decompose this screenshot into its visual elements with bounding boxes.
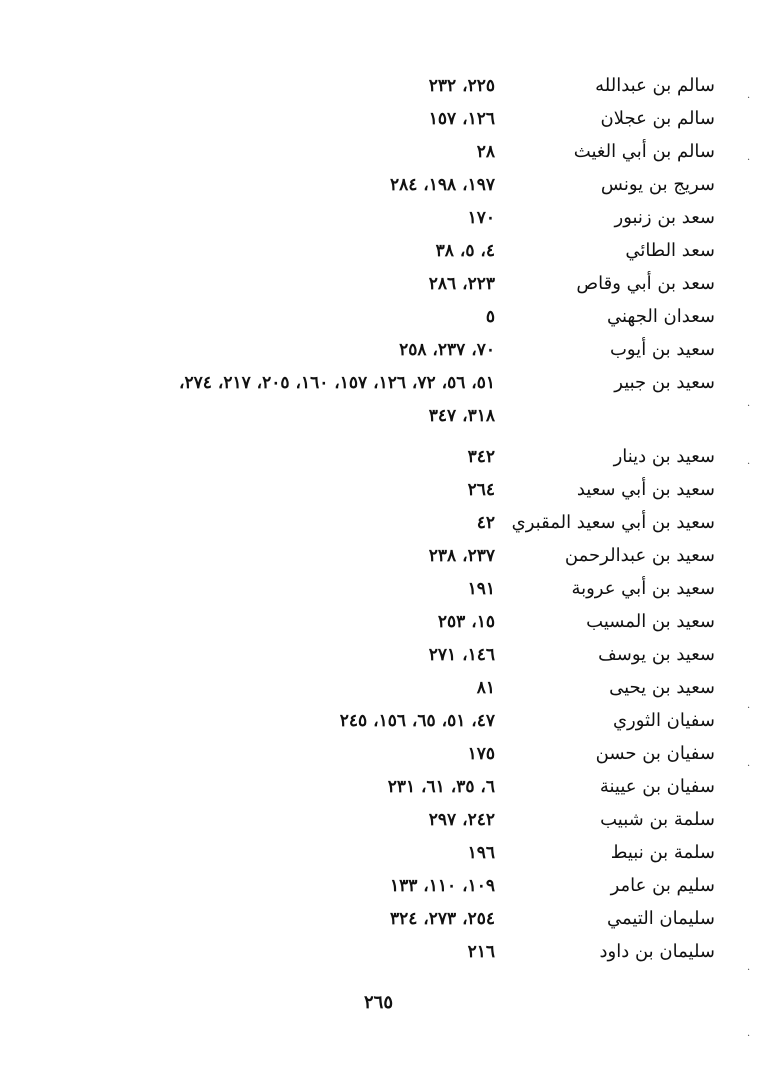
index-entry (0, 235, 757, 268)
entry-name: سعيد بن أبي سعيد المقبري (511, 512, 715, 533)
entry-pages: ٣١٨، ٣٤٧ (428, 406, 495, 426)
index-entry (0, 738, 757, 771)
entry-pages: ٢٤٢، ٢٩٧ (428, 810, 495, 830)
entry-pages: ٢٥٤، ٢٧٣، ٣٢٤ (389, 909, 495, 929)
page-number: ٢٦٥ (363, 992, 393, 1013)
entry-pages: ٨١ (476, 678, 495, 698)
index-entry (0, 268, 757, 301)
index-entry (0, 672, 757, 705)
entry-name: سفيان بن عيينة (599, 776, 715, 797)
entry-name: سليمان التيمي (606, 908, 715, 929)
entry-pages: ٢٢٣، ٢٨٦ (428, 274, 495, 294)
entry-pages: ٢١٦ (467, 942, 495, 962)
margin-speck: · (747, 459, 751, 470)
entry-name: سعيد بن يوسف (598, 644, 715, 665)
entry-name: سعد بن زنبور (614, 207, 715, 228)
index-entry (0, 441, 757, 474)
entry-name: سالم بن عجلان (600, 108, 715, 129)
index-entry (0, 837, 757, 870)
index-entry (0, 70, 757, 103)
index-entry (0, 169, 757, 202)
entry-pages: ٥١، ٥٦، ٧٢، ١٢٦، ١٥٧، ١٦٠، ٢٠٥، ٢١٧، ٢٧٤، (179, 373, 495, 393)
margin-speck: · (747, 965, 751, 976)
entry-name: سعد الطائي (625, 240, 715, 261)
entry-name: سريج بن يونس (600, 174, 715, 195)
index-entry (0, 870, 757, 903)
margin-speck: · (747, 761, 751, 772)
entry-pages: ٢٣٧، ٢٣٨ (428, 546, 495, 566)
entry-name: سعد بن أبي وقاص (576, 273, 715, 294)
index-entry (0, 334, 757, 367)
entry-name: سليمان بن داود (599, 941, 715, 962)
entry-pages: ١٢٦، ١٥٧ (428, 109, 495, 129)
entry-pages: ١٩١ (467, 579, 495, 599)
index-entry (0, 367, 757, 400)
index-entry (0, 507, 757, 540)
index-entry (0, 202, 757, 235)
entry-name: سفيان الثوري (612, 710, 715, 731)
entry-pages: ٤٧، ٥١، ٦٥، ١٥٦، ٢٤٥ (339, 711, 495, 731)
entry-pages: ٣٤٢ (467, 447, 495, 467)
entry-pages: ١٠٩، ١١٠، ١٣٣ (389, 876, 495, 896)
entry-pages: ٢٨ (476, 142, 495, 162)
index-entry (0, 606, 757, 639)
entry-name: سلمة بن نبيط (610, 842, 715, 863)
index-entry (0, 573, 757, 606)
entry-pages: ٥ (485, 307, 495, 327)
index-entry (0, 540, 757, 573)
entry-name: سعيد بن عبدالرحمن (564, 545, 715, 566)
entry-name: سالم بن عبدالله (595, 75, 715, 96)
entry-name: سعدان الجهني (607, 306, 715, 327)
index-entry (0, 804, 757, 837)
entry-name: سليم بن عامر (610, 875, 715, 896)
entry-name: سعيد بن دينار (613, 446, 715, 467)
margin-speck: · (747, 401, 751, 412)
margin-speck: · (747, 93, 751, 104)
entry-pages: ١٩٦ (467, 843, 495, 863)
index-entry (0, 301, 757, 334)
entry-pages: ١٤٦، ٢٧١ (428, 645, 495, 665)
entry-pages: ٢٢٥، ٢٣٢ (428, 76, 495, 96)
entry-name: سعيد بن أيوب (609, 339, 715, 360)
entry-pages: ٧٠، ٢٣٧، ٢٥٨ (399, 340, 495, 360)
entry-name: سفيان بن حسن (595, 743, 715, 764)
index-entry (0, 136, 757, 169)
entry-name: سعيد بن أبي عروبة (571, 578, 715, 599)
entry-name: سعيد بن أبي سعيد (576, 479, 715, 500)
index-entry-continuation (0, 400, 757, 433)
index-entry (0, 705, 757, 738)
entry-name: سالم بن أبي الغيث (573, 141, 715, 162)
entry-pages: ١٩٧، ١٩٨، ٢٨٤ (389, 175, 495, 195)
entry-pages: ٦، ٣٥، ٦١، ٢٣١ (387, 777, 495, 797)
margin-speck: · (747, 1031, 751, 1042)
entry-name: سعيد بن يحيى (609, 677, 715, 698)
entry-name: سلمة بن شبيب (600, 809, 715, 830)
margin-speck: · (747, 155, 751, 166)
entry-pages: ٤٢ (476, 513, 495, 533)
index-entry (0, 103, 757, 136)
index-entry (0, 771, 757, 804)
entry-pages: ١٧٠ (467, 208, 495, 228)
entry-name: سعيد بن جبير (614, 372, 715, 393)
name-index-list (0, 70, 757, 969)
index-entry (0, 639, 757, 672)
index-entry (0, 936, 757, 969)
index-entry (0, 474, 757, 507)
index-entry (0, 903, 757, 936)
entry-pages: ٤، ٥، ٣٨ (435, 241, 495, 261)
entry-pages: ١٧٥ (467, 744, 495, 764)
margin-speck: · (747, 703, 751, 714)
entry-pages: ٢٦٤ (467, 480, 495, 500)
entry-pages: ١٥، ٢٥٣ (437, 612, 495, 632)
entry-name: سعيد بن المسيب (586, 611, 715, 632)
